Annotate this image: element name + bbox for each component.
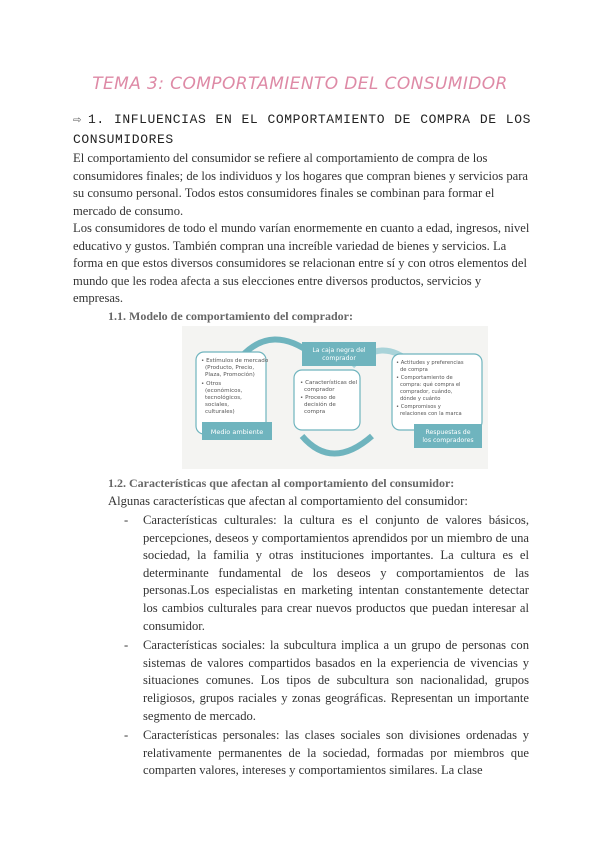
paragraph-1: El comportamiento del consumidor se refiere al comportamiento de compra de los consumidores finales; de los individuos y los hogares que compran bienes y servicios para su consumo personal. Todos estos consumidores finales se combinan para formar el mercado de consumo. bbox=[73, 151, 529, 218]
svg-text:compra: compra bbox=[304, 409, 326, 415]
svg-text:• Otros: • Otros bbox=[201, 381, 222, 387]
black-box-label: La caja negra del comprador bbox=[312, 347, 366, 362]
subheading-2: 1.2. Características que afectan al comportamiento del consumidor: bbox=[108, 476, 455, 490]
responses-label-box bbox=[414, 424, 482, 448]
svg-text:• Estímulos de mercado: • Estímulos de mercado bbox=[201, 358, 269, 364]
svg-text:(económicos,: (económicos, bbox=[205, 388, 243, 394]
svg-text:relaciones con la marca: relaciones con la marca bbox=[400, 411, 462, 417]
responses-label: Respuestas de los compradores bbox=[422, 429, 474, 444]
svg-text:• Proceso de: • Proceso de bbox=[300, 395, 336, 401]
svg-text:culturales): culturales) bbox=[205, 409, 235, 415]
svg-text:de compra: de compra bbox=[400, 367, 428, 373]
list-marker: - bbox=[124, 638, 129, 653]
intro-text: Algunas características que afectan al comportamiento del consumidor: bbox=[108, 494, 468, 508]
list-item-text: Características sociales: la subcultura implica a un grupo de personas con sistemas de valores compartidos basados en la experiencia de vivencias y situaciones comunes. Los tipos de subcultura son nacionalidad, grupos religiosos, grupos raciales y zonas geográficas. Representan un importante segmento de mercado. bbox=[143, 638, 529, 723]
environment-label: Medio ambiente bbox=[210, 428, 264, 436]
svg-text:tecnológicos,: tecnológicos, bbox=[205, 395, 242, 401]
list-item bbox=[124, 512, 529, 635]
svg-text:comprador: comprador bbox=[304, 387, 335, 393]
characteristics-list bbox=[124, 512, 529, 782]
svg-text:comprador, cuándo,: comprador, cuándo, bbox=[400, 389, 453, 395]
svg-text:• Comportamiento de: • Comportamiento de bbox=[396, 375, 453, 381]
page-title: TEMA 3: COMPORTAMIENTO DEL CONSUMIDOR bbox=[92, 74, 508, 94]
svg-text:dónde y cuánto: dónde y cuánto bbox=[400, 396, 441, 402]
svg-text:• Actitudes y preferencias: • Actitudes y preferencias bbox=[396, 360, 464, 366]
list-item-text: Características personales: las clases sociales son divisiones ordenadas y relativamente permanentes de la sociedad, formadas por miembros que comparten valores, intereses y comportamientos similares. La clase bbox=[143, 728, 529, 778]
section-heading bbox=[73, 110, 531, 149]
black-box-label-box bbox=[302, 342, 376, 366]
svg-text:compra: qué compra el: compra: qué compra el bbox=[400, 382, 461, 388]
svg-text:• Compromisos y: • Compromisos y bbox=[396, 404, 441, 410]
list-item bbox=[124, 727, 529, 780]
section-heading-text: 1. INFLUENCIAS EN EL COMPORTAMIENTO DE COMPRA DE LOS CONSUMIDORES bbox=[73, 112, 531, 147]
subheading-1: 1.1. Modelo de comportamiento del comprador: bbox=[108, 309, 353, 323]
svg-text:Plaza, Promoción): Plaza, Promoción) bbox=[205, 372, 255, 378]
svg-text:(Producto, Precio,: (Producto, Precio, bbox=[205, 365, 255, 371]
list-marker: - bbox=[124, 513, 129, 527]
svg-text:decisión de: decisión de bbox=[304, 402, 336, 408]
svg-text:• Características del: • Características del bbox=[300, 380, 358, 386]
buyer-behavior-diagram bbox=[182, 326, 488, 469]
paragraph-2: Los consumidores de todo el mundo varían enormemente en cuanto a edad, ingresos, nivel educativo y gustos. También compran una increíble variedad de bienes y servicios. La forma en que estos diversos consumidores se relacionan entre sí y con otros elementos del mundo que les rodea afecta a sus elecciones entre diversos productos, servicios y empresas. bbox=[73, 221, 530, 306]
list-item-text: Características culturales: la cultura es el conjunto de valores básicos, percepciones, deseos y comportamientos aprendidos por un miembro de una sociedad, la familia y otras instituciones importantes. La cultura es el determinante fundamental de los deseos y comportamientos de las personas.Los especialistas en marketing intentan constantemente detectar los cambios culturales para crear nuevos productos que puedan interesar al consumidor. bbox=[143, 513, 529, 633]
list-marker: - bbox=[124, 728, 129, 743]
svg-text:sociales,: sociales, bbox=[205, 402, 230, 408]
arrow-right-icon: ⇨ bbox=[73, 115, 82, 126]
list-item bbox=[124, 637, 529, 725]
